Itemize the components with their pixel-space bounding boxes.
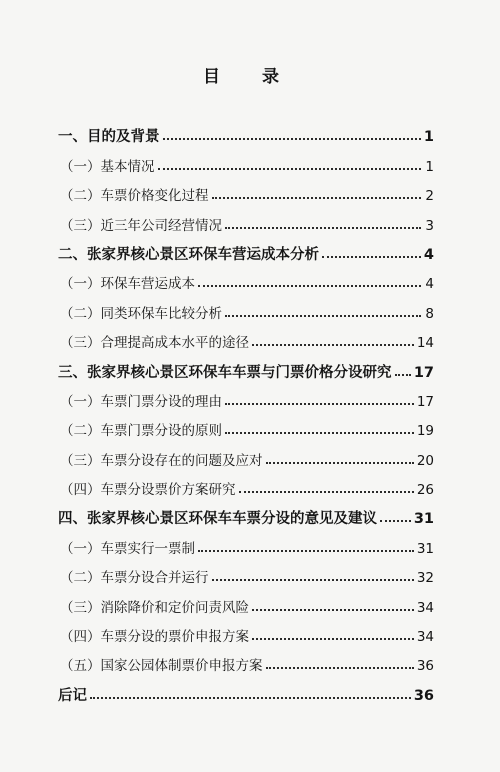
toc-subsection-entry	[58, 324, 434, 353]
dot-leader	[380, 520, 411, 522]
toc-entry-label: （一）车票门票分设的理由	[60, 393, 222, 410]
toc-section-entry	[58, 118, 434, 147]
toc-entry-label: （三）近三年公司经营情况	[60, 217, 222, 234]
toc-subsection-entry	[58, 588, 434, 617]
toc-subsection-entry	[58, 147, 434, 176]
toc-section-entry	[58, 236, 434, 265]
toc-entry-label: （二）同类环保车比较分析	[60, 305, 222, 322]
toc-subsection-entry	[58, 383, 434, 412]
toc-page-number: 36	[416, 658, 434, 675]
dot-leader	[90, 697, 411, 699]
dot-leader	[252, 344, 414, 346]
dot-leader	[212, 579, 414, 581]
toc-page-number: 17	[413, 364, 434, 381]
toc-entry-label: （二）车票分设合并运行	[60, 570, 209, 587]
toc-page-number: 26	[416, 482, 434, 499]
dot-leader	[252, 609, 414, 611]
toc-subsection-entry	[58, 177, 434, 206]
toc-page-number: 1	[425, 158, 434, 175]
toc-entry-label: （一）车票实行一票制	[60, 540, 195, 557]
toc-page-number: 14	[416, 335, 434, 352]
toc-subsection-entry	[58, 265, 434, 294]
toc-page-number: 2	[425, 188, 434, 205]
toc-page-number: 19	[416, 423, 434, 440]
dot-leader	[225, 227, 421, 229]
toc-page-number: 20	[416, 452, 434, 469]
toc-entry-label: 四、张家界核心景区环保车车票分设的意见及建议	[58, 511, 377, 528]
dot-leader	[225, 403, 414, 405]
toc-entry-label: （一）基本情况	[60, 158, 155, 175]
page-title: 目 录	[203, 67, 297, 87]
toc-page-number: 1	[423, 129, 434, 146]
dot-leader	[395, 374, 411, 376]
toc-page-number: 31	[413, 511, 434, 528]
toc-page-number: 36	[413, 687, 434, 704]
toc-entry-label: （二）车票门票分设的原则	[60, 423, 222, 440]
toc-page-number: 31	[416, 540, 434, 557]
toc-section-entry	[58, 500, 434, 529]
toc-page-number: 4	[425, 276, 434, 293]
toc-page-number: 34	[416, 599, 434, 616]
toc-entry-label: （四）车票分设的票价申报方案	[60, 629, 249, 646]
toc-entry-label: （四）车票分设票价方案研究	[60, 482, 236, 499]
toc-entry-label: 三、张家界核心景区环保车车票与门票价格分设研究	[58, 364, 392, 381]
toc-subsection-entry	[58, 441, 434, 470]
dot-leader	[198, 550, 414, 552]
toc-entry-label: （三）车票分设存在的问题及应对	[60, 452, 263, 469]
toc-entry-label: 二、张家界核心景区环保车营运成本分析	[58, 246, 319, 263]
toc-entry-label: （三）合理提高成本水平的途径	[60, 335, 249, 352]
dot-leader	[225, 315, 421, 317]
toc-entry-label: （三）消除降价和定价问责风险	[60, 599, 249, 616]
toc-entry-label: 后记	[58, 687, 87, 704]
toc-section-entry	[58, 676, 434, 705]
toc-entry-label: （五）国家公园体制票价申报方案	[60, 658, 263, 675]
toc-page-number: 34	[416, 629, 434, 646]
toc-subsection-entry	[58, 294, 434, 323]
toc-entry-label: 一、目的及背景	[58, 129, 160, 146]
toc-subsection-entry	[58, 618, 434, 647]
toc-page-number: 17	[416, 393, 434, 410]
dot-leader	[198, 285, 421, 287]
toc-page-number: 8	[425, 305, 434, 322]
toc-subsection-entry	[58, 412, 434, 441]
toc-entry-label: （二）车票价格变化过程	[60, 188, 209, 205]
dot-leader	[252, 638, 414, 640]
dot-leader	[163, 138, 421, 140]
toc-page-number: 32	[416, 570, 434, 587]
toc-subsection-entry	[58, 529, 434, 558]
dot-leader	[158, 168, 422, 170]
dot-leader	[225, 432, 414, 434]
toc-subsection-entry	[58, 647, 434, 676]
toc-subsection-entry	[58, 559, 434, 588]
dot-leader	[212, 197, 422, 199]
dot-leader	[239, 491, 414, 493]
dot-leader	[266, 462, 414, 464]
toc-page-number: 3	[425, 217, 434, 234]
dot-leader	[266, 667, 414, 669]
toc-subsection-entry	[58, 471, 434, 500]
toc-subsection-entry	[58, 206, 434, 235]
toc-section-entry	[58, 353, 434, 382]
toc-entry-label: （一）环保车营运成本	[60, 276, 195, 293]
toc-page-number: 4	[423, 246, 434, 263]
dot-leader	[322, 256, 421, 258]
table-of-contents	[58, 118, 434, 706]
